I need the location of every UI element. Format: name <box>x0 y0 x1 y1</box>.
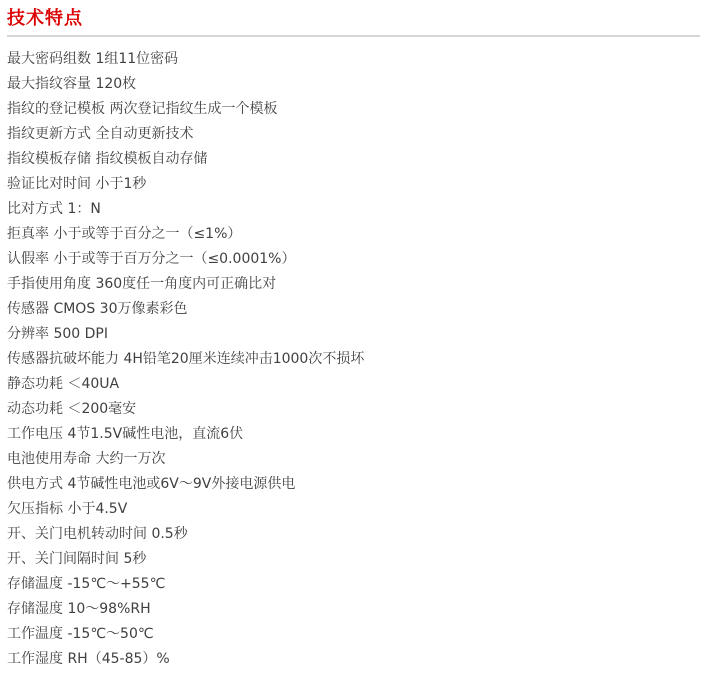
spec-name: 存储湿度 <box>7 601 63 617</box>
spec-row <box>7 472 700 497</box>
spec-name: 工作温度 <box>7 626 63 642</box>
spec-value: ＜200毫安 <box>67 401 137 417</box>
spec-value: 0.5秒 <box>151 526 188 542</box>
spec-name: 比对方式 <box>7 201 63 217</box>
spec-name: 工作电压 <box>7 426 63 442</box>
spec-name: 最大指纹容量 <box>7 76 91 92</box>
spec-value: 大约一万次 <box>95 451 166 467</box>
spec-row <box>7 272 700 297</box>
spec-name: 最大密码组数 <box>7 51 91 67</box>
spec-row <box>7 47 700 72</box>
spec-value: 4节碱性电池或6V～9V外接电源供电 <box>67 476 296 492</box>
spec-value: 4节1.5V碱性电池，直流6伏 <box>67 426 244 442</box>
spec-name: 供电方式 <box>7 476 63 492</box>
spec-value: CMOS 30万像素彩色 <box>53 301 188 317</box>
spec-value: 10～98%RH <box>67 601 151 617</box>
spec-row <box>7 297 700 322</box>
spec-row <box>7 447 700 472</box>
spec-name: 指纹的登记模板 <box>7 101 105 117</box>
spec-value: -15℃～50℃ <box>67 626 154 642</box>
spec-row <box>7 547 700 572</box>
spec-value: 小于或等于百万分之一（≤0.0001%） <box>53 251 296 267</box>
spec-row <box>7 197 700 222</box>
spec-row <box>7 147 700 172</box>
spec-value: 500 DPI <box>53 326 108 342</box>
page-title: 技术特点 <box>7 8 83 29</box>
spec-value: 小于4.5V <box>67 501 128 517</box>
spec-name: 指纹模板存储 <box>7 151 91 167</box>
spec-value: 1组11位密码 <box>95 51 179 67</box>
spec-row <box>7 647 700 672</box>
spec-name: 认假率 <box>7 251 49 267</box>
spec-name: 开、关门间隔时间 <box>7 551 119 567</box>
spec-row <box>7 372 700 397</box>
spec-row <box>7 597 700 622</box>
spec-name: 工作湿度 <box>7 651 63 667</box>
spec-row <box>7 572 700 597</box>
spec-row <box>7 347 700 372</box>
spec-row <box>7 497 700 522</box>
spec-name: 分辨率 <box>7 326 49 342</box>
spec-value: RH（45-85）% <box>67 651 170 667</box>
spec-name: 验证比对时间 <box>7 176 91 192</box>
spec-row <box>7 72 700 97</box>
spec-value: 5秒 <box>123 551 147 567</box>
spec-value: ＜40UA <box>67 376 120 392</box>
spec-value: 小于或等于百分之一（≤1%） <box>53 226 242 242</box>
spec-row <box>7 97 700 122</box>
spec-value: 1：N <box>67 201 101 217</box>
spec-value: 两次登记指纹生成一个模板 <box>109 101 278 117</box>
spec-name: 存储温度 <box>7 576 63 592</box>
spec-name: 拒真率 <box>7 226 49 242</box>
spec-row <box>7 122 700 147</box>
spec-name: 传感器 <box>7 301 49 317</box>
spec-row <box>7 522 700 547</box>
spec-name: 传感器抗破坏能力 <box>7 351 119 367</box>
title-divider <box>7 35 700 37</box>
spec-list <box>7 47 700 672</box>
spec-name: 电池使用寿命 <box>7 451 91 467</box>
spec-name: 开、关门电机转动时间 <box>7 526 147 542</box>
spec-name: 欠压指标 <box>7 501 63 517</box>
spec-name: 指纹更新方式 <box>7 126 91 142</box>
spec-value: 全自动更新技术 <box>95 126 194 142</box>
spec-row <box>7 222 700 247</box>
spec-value: 360度任一角度内可正确比对 <box>95 276 277 292</box>
spec-value: 指纹模板自动存储 <box>95 151 208 167</box>
spec-row <box>7 622 700 647</box>
spec-value: 小于1秒 <box>95 176 147 192</box>
spec-row <box>7 172 700 197</box>
spec-row <box>7 247 700 272</box>
spec-row <box>7 422 700 447</box>
spec-row <box>7 397 700 422</box>
spec-name: 静态功耗 <box>7 376 63 392</box>
spec-row <box>7 322 700 347</box>
spec-value: 120枚 <box>95 76 137 92</box>
spec-name: 动态功耗 <box>7 401 63 417</box>
spec-name: 手指使用角度 <box>7 276 91 292</box>
spec-value: -15℃～+55℃ <box>67 576 166 592</box>
spec-value: 4H铅笔20厘米连续冲击1000次不损坏 <box>123 351 365 367</box>
